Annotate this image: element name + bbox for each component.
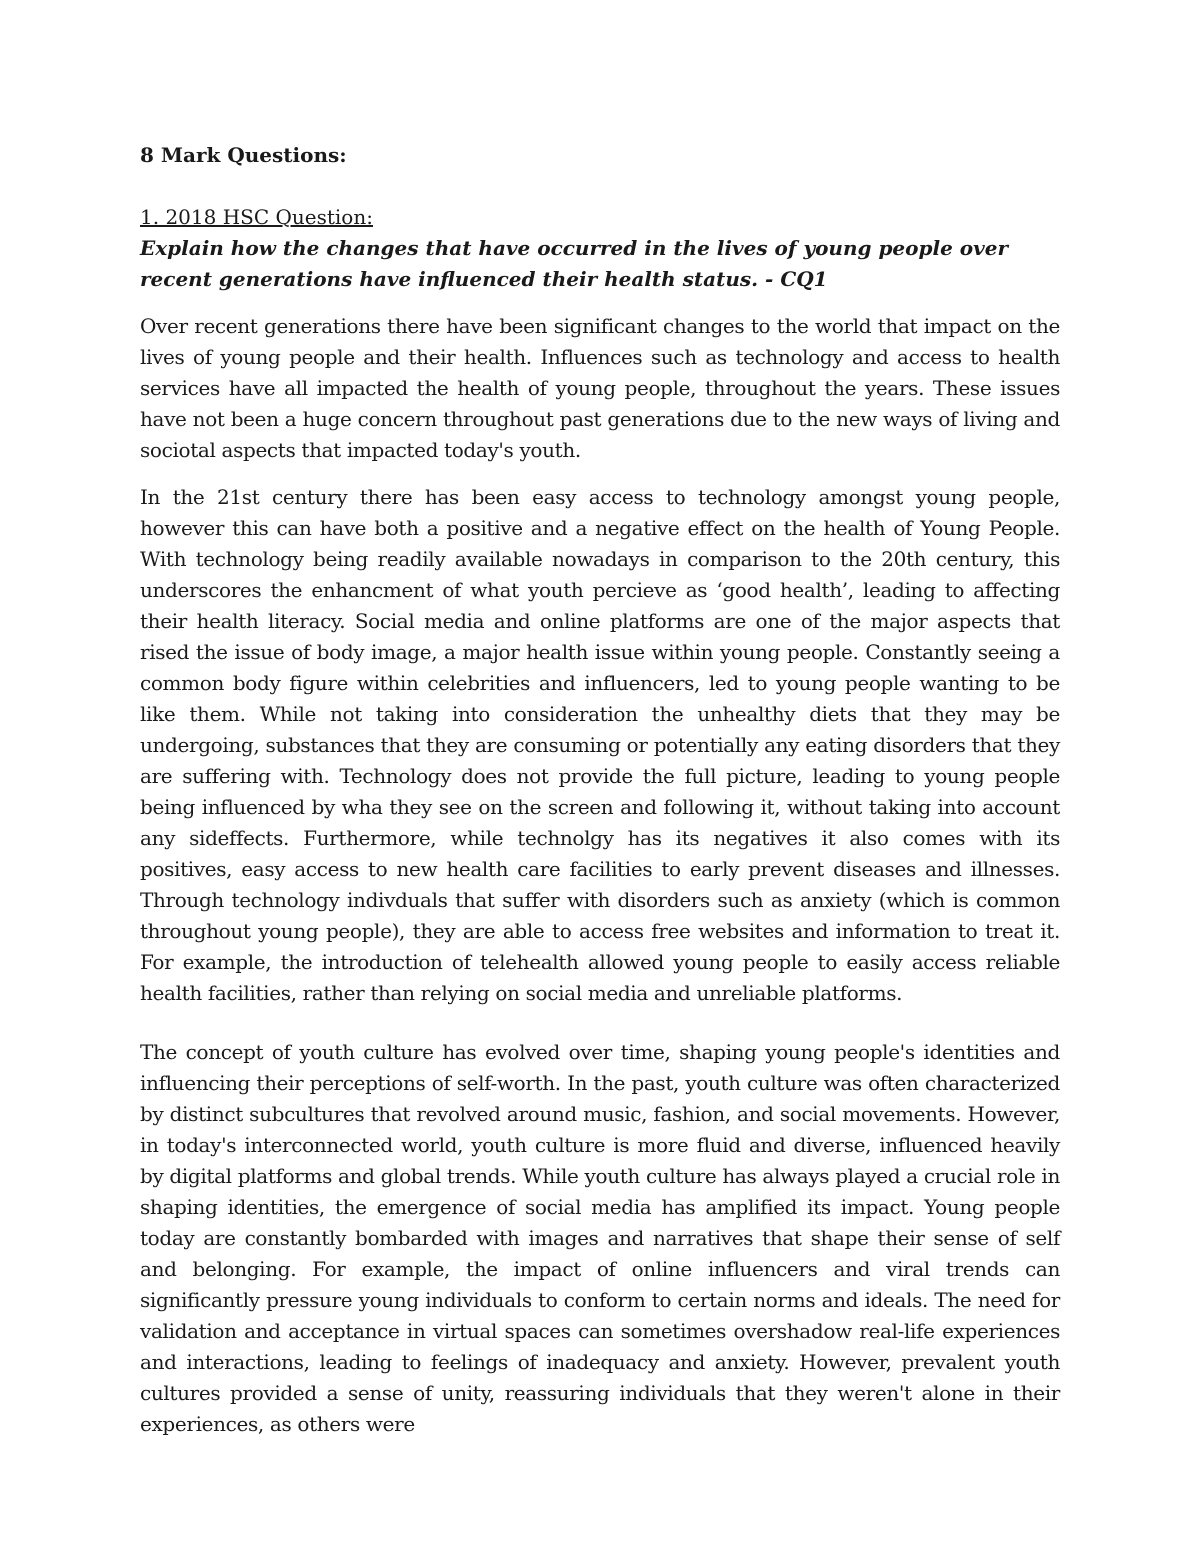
section-heading: 8 Mark Questions:: [140, 143, 347, 167]
paragraph-intro: Over recent generations there have been significant changes to the world that impact on the lives of young people and their health. Influences such as technology and access to health services have all impacted the health of young people, throughout the years. These issues have not been a huge concern throughout past generations due to the new ways of living and sociotal aspects that impacted today's youth.: [140, 314, 1060, 462]
question-text: Explain how the changes that have occurred in the lives of young people over recent generations have influenced their health status. - CQ1: [140, 236, 1008, 291]
paragraph-technology: In the 21st century there has been easy access to technology amongst young people, however this can have both a positive and a negative effect on the health of Young People. With technology being readily available nowadays in comparison to the 20th century, this underscores the enhancment of what youth percieve as ‘good health’, leading to affecting their health literacy. Social media and online platforms are one of the major aspects that rised the issue of body image, a major health issue within young people. Constantly seeing a common body figure within celebrities and influencers, led to young people wanting to be like them. While not taking into consideration the unhealthy diets that they may be undergoing, substances that they are consuming or potentially any eating disorders that they are suffering with. Technology does not provide the full picture, leading to young people being influenced by wha they see on the screen and following it, without taking into account any sideffects. Furthermore, while technolgy has its negatives it also comes with its positives, easy access to new health care facilities to early prevent diseases and illnesses. Through technology indivduals that suffer with disorders such as anxiety (which is common throughout young people), they are able to access free websites and information to treat it. For example, the introduction of telehealth allowed young people to easily access reliable health facilities, rather than relying on social media and unreliable platforms.: [140, 485, 1060, 1005]
paragraph-youth-culture: The concept of youth culture has evolved over time, shaping young people's identities and influencing their perceptions of self-worth. In the past, youth culture was often characterized by distinct subcultures that revolved around music, fashion, and social movements. However, in today's interconnected world, youth culture is more fluid and diverse, influenced heavily by digital platforms and global trends. While youth culture has always played a crucial role in shaping identities, the emergence of social media has amplified its impact. Young people today are constantly bombarded with images and narratives that shape their sense of self and belonging. For example, the impact of online influencers and viral trends can significantly pressure young individuals to conform to certain norms and ideals. The need for validation and acceptance in virtual spaces can sometimes overshadow real-life experiences and interactions, leading to feelings of inadequacy and anxiety. However, prevalent youth cultures provided a sense of unity, reassuring individuals that they weren't alone in their experiences, as others were: [140, 1040, 1060, 1436]
document-body: [140, 140, 1060, 1456]
question-label: 1. 2018 HSC Question:: [140, 205, 373, 229]
